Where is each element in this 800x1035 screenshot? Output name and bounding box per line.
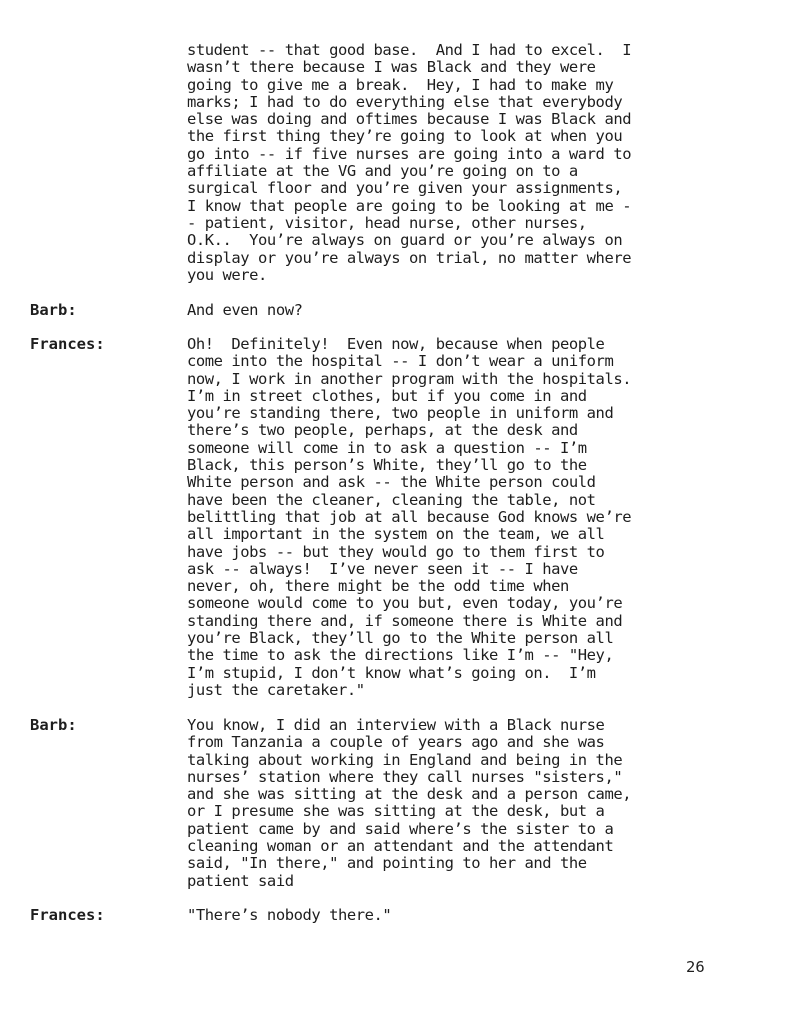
text-line: you were. [187,265,267,284]
speaker-label: Frances: [30,906,105,924]
speaker-label: Barb: [30,716,77,734]
text-line: ask -- always! I’ve never seen it -- I have [187,559,578,578]
text-line: patient came by and said where’s the sister to a [187,819,614,838]
text-line: I’m stupid, I don’t know what’s going on. I’m [187,663,596,682]
text-line: surgical floor and you’re given your assignments, [187,179,623,198]
text-line: someone would come to you but, even today, you’re [187,594,623,613]
speaker-label: Frances: [30,335,105,353]
text-line: and she was sitting at the desk and a person came, [187,785,632,804]
text-line: said, "In there," and pointing to her and the [187,854,587,873]
speech-text [187,336,767,699]
text-line: nurses’ station where they call nurses "sisters," [187,767,623,786]
text-line: patient said [187,871,294,890]
speech-text [187,42,767,284]
text-line: wasn’t there because I was Black and they were [187,58,596,77]
text-line: just the caretaker." [187,680,365,699]
text-line: cleaning woman or an attendant and the attendant [187,837,614,856]
text-line: the time to ask the directions like I’m -- "Hey, [187,646,614,665]
text-line: standing there and, if someone there is White and [187,611,623,630]
text-line: someone will come in to ask a question -- I’m [187,438,587,457]
text-line: go into -- if five nurses are going into a ward to [187,144,632,163]
text-line: display or you’re always on trial, no matter where [187,248,632,267]
text-line: have jobs -- but they would go to them first to [187,542,605,561]
speech-text [187,302,767,319]
text-line: belittling that job at all because God knows we’re [187,507,632,526]
text-line: White person and ask -- the White person could [187,473,596,492]
text-line: all important in the system on the team, we all [187,525,605,544]
text-line: there’s two people, perhaps, at the desk and [187,421,578,440]
text-line: student -- that good base. And I had to excel. I [187,41,632,59]
text-line: And even now? [187,301,303,319]
text-line: I’m in street clothes, but if you come in and [187,386,587,405]
text-line: - patient, visitor, head nurse, other nurses, [187,213,587,232]
text-line: You know, I did an interview with a Black nurse [187,716,605,734]
text-line: marks; I had to do everything else that everybody [187,92,623,111]
text-line: now, I work in another program with the hospitals. [187,369,632,388]
text-line: you’re Black, they’ll go to the White person all [187,629,614,648]
text-line: else was doing and oftimes because I was Black and [187,110,632,129]
text-line: Oh! Definitely! Even now, because when people [187,335,605,353]
speech-text [187,717,767,890]
text-line: you’re standing there, two people in uniform and [187,404,614,423]
text-line: talking about working in England and being in the [187,750,623,769]
text-line: come into the hospital -- I don’t wear a uniform [187,352,614,371]
text-line: affiliate at the VG and you’re going on to a [187,162,578,181]
text-line: Black, this person’s White, they’ll go to the [187,456,587,475]
text-line: the first thing they’re going to look at when you [187,127,623,146]
text-line: never, oh, there might be the odd time when [187,577,569,596]
text-line: going to give me a break. Hey, I had to make my [187,75,614,94]
text-line: I know that people are going to be looking at me - [187,196,632,215]
page-number: 26 [686,958,705,976]
text-line: from Tanzania a couple of years ago and she was [187,733,605,752]
speech-text [187,907,767,924]
text-line: O.K.. You’re always on guard or you’re always on [187,231,623,250]
text-line: "There’s nobody there." [187,906,392,924]
text-line: or I presume she was sitting at the desk, but a [187,802,605,821]
speaker-label: Barb: [30,301,77,319]
text-line: have been the cleaner, cleaning the table, not [187,490,596,509]
